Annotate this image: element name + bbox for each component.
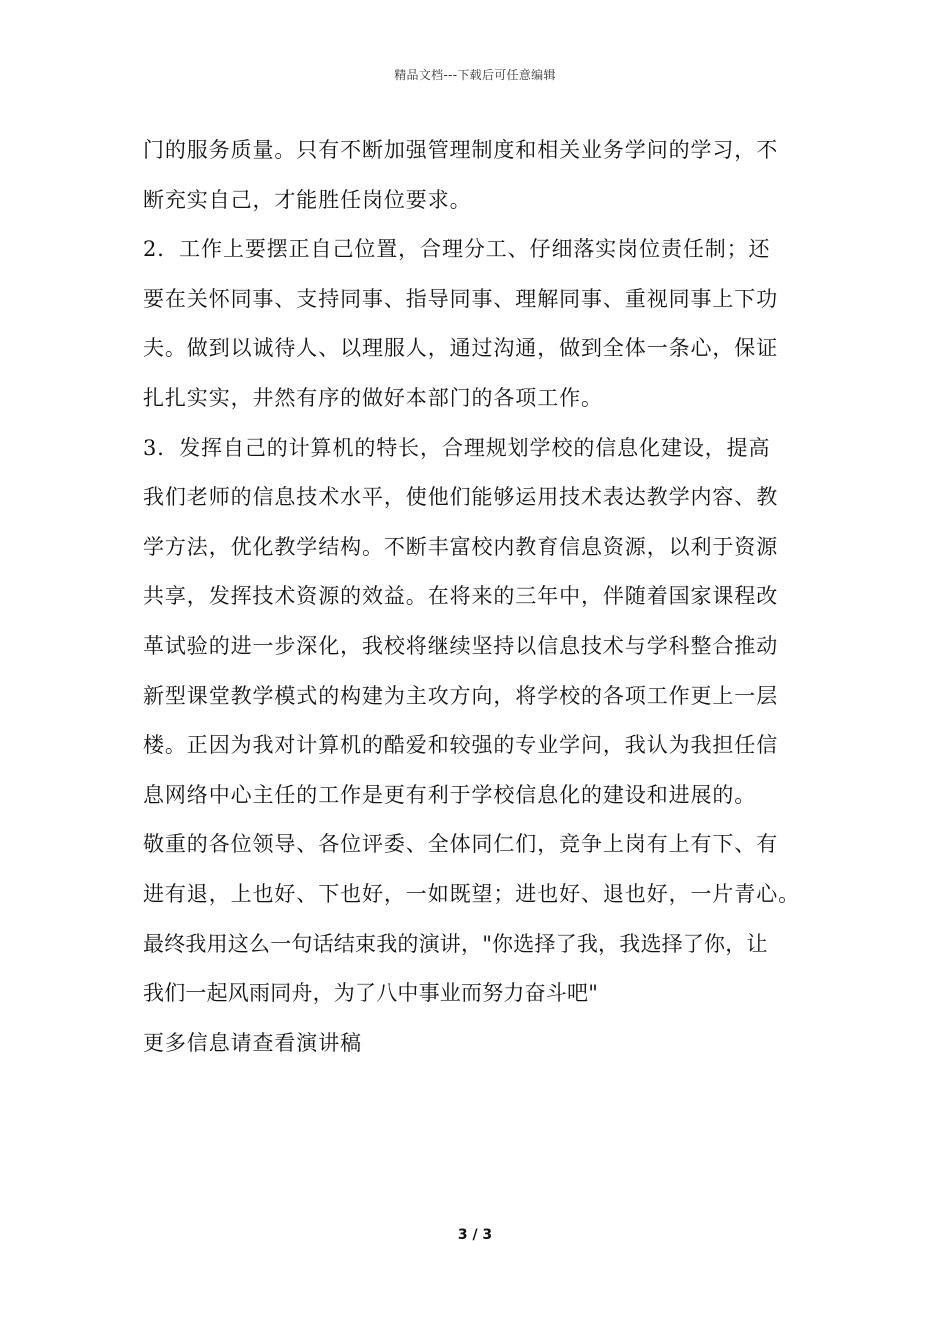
page-number: 3 / 3 [457, 1227, 493, 1243]
text-line: 息网络中心主任的工作是更有利于学校信息化的建设和进展的。 [143, 782, 757, 807]
text-line: 共享，发挥技术资源的效益。在将来的三年中，伴随着国家课程改 [143, 584, 779, 609]
text-line: 要在关怀同事、支持同事、指导同事、理解同事、重视同事上下功 [143, 286, 779, 311]
document-body [143, 126, 808, 1068]
text-line: 2．工作上要摆正自己位置，合理分工、仔细落实岗位责任制；还 [143, 237, 771, 262]
text-line: 夫。做到以诚待人、以理服人，通过沟通，做到全体一条心，保证 [143, 336, 779, 361]
text-line: 门的服务质量。只有不断加强管理制度和相关业务学问的学习，不 [143, 138, 779, 162]
text-line: 3．发挥自己的计算机的特长，合理规划学校的信息化建设，提高 [143, 435, 771, 460]
text-line: 革试验的进一步深化，我校将继续坚持以信息技术与学科整合推动 [143, 633, 779, 658]
text-line: 扎扎实实，井然有序的做好本部门的各项工作。 [143, 385, 603, 410]
text-line: 新型课堂教学模式的构建为主攻方向，将学校的各项工作更上一层 [143, 683, 779, 708]
text-line: 我们一起风雨同舟，为了八中事业而努力奋斗吧" [143, 981, 599, 1006]
text-line: 楼。正因为我对计算机的酷爱和较强的专业学问，我认为我担任信 [143, 733, 779, 758]
text-line: 学方法，优化教学结构。不断丰富校内教育信息资源，以利于资源 [143, 534, 779, 559]
text-line: 敬重的各位领导、各位评委、全体同仁们，竞争上岗有上有下、有 [143, 832, 779, 857]
text-line: 断充实自己，才能胜任岗位要求。 [143, 187, 472, 212]
text-line: 进有退，上也好、下也好，一如既望；进也好、退也好，一片青心。 [143, 881, 800, 906]
page-header: 精品文档---下载后可任意编辑 [394, 68, 556, 82]
text-line: 我们老师的信息技术水平，使他们能够运用技术表达教学内容、教 [143, 485, 779, 510]
text-line: 最终我用这么一句话结束我的演讲，"你选择了我，我选择了你，让 [143, 931, 768, 956]
text-line: 更多信息请查看演讲稿 [143, 1030, 362, 1055]
